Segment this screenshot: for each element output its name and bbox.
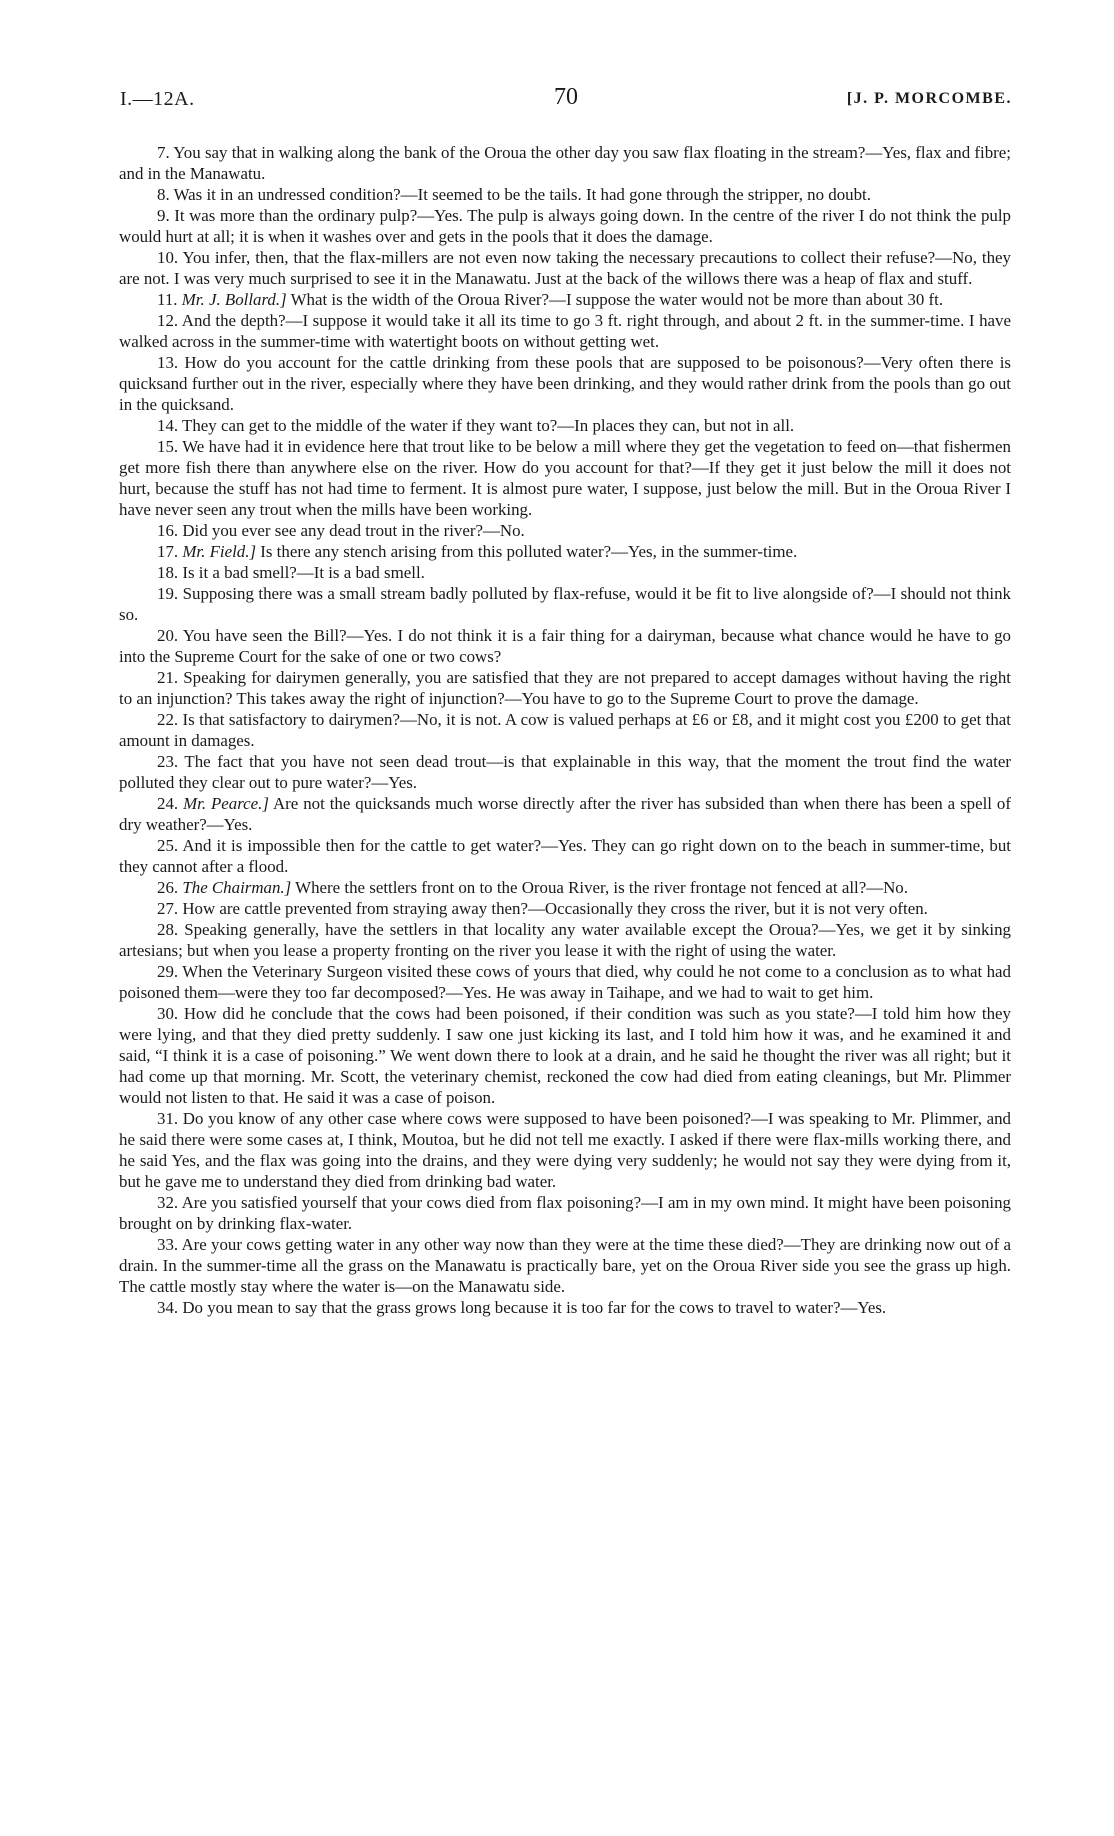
question-number: 28. bbox=[157, 920, 179, 939]
question-paragraph bbox=[119, 898, 1011, 919]
question-answer-text: And the depth?—I suppose it would take it all its time to go 3 ft. right through, and about 2 ft. in the summer-time. I have walked across in the summer-time with watertight boots on without getting wet. bbox=[119, 311, 1011, 351]
question-answer-text: How do you account for the cattle drinking from these pools that are supposed to be poisonous?—Very often there is quicksand further out in the river, especially where they have been drinking, and they would rather drink from the pools than go out in the quicksand. bbox=[119, 353, 1011, 414]
question-number: 12. bbox=[157, 311, 179, 330]
question-number: 30. bbox=[157, 1004, 179, 1023]
question-number: 33. bbox=[157, 1235, 179, 1254]
question-number: 20. bbox=[157, 626, 179, 645]
page-number: 70 bbox=[554, 84, 578, 110]
question-answer-text: Where the settlers front on to the Oroua River, is the river frontage not fenced at all?—No. bbox=[295, 878, 908, 897]
question-number: 22. bbox=[157, 710, 179, 729]
question-paragraph bbox=[119, 1108, 1011, 1192]
question-number: 27. bbox=[157, 899, 179, 918]
question-number: 13. bbox=[157, 353, 179, 372]
question-number: 19. bbox=[157, 584, 179, 603]
question-paragraph bbox=[119, 793, 1011, 835]
question-paragraph bbox=[119, 667, 1011, 709]
question-answer-text: Did you ever see any dead trout in the river?—No. bbox=[182, 521, 525, 540]
speaker-name: Mr. Field.] bbox=[182, 542, 257, 561]
question-number: 17. bbox=[157, 542, 179, 561]
question-answer-text: The fact that you have not seen dead trout—is that explainable in this way, that the moment the trout find the water polluted they clear out to pure water?—Yes. bbox=[119, 752, 1011, 792]
question-paragraph bbox=[119, 1234, 1011, 1297]
page-header bbox=[120, 84, 1012, 118]
question-answer-text: Are you satisfied yourself that your cows died from flax poisoning?—I am in my own mind. It might have been poisoning brought on by drinking flax-water. bbox=[119, 1193, 1011, 1233]
question-paragraph bbox=[119, 583, 1011, 625]
question-number: 31. bbox=[157, 1109, 179, 1128]
question-answer-text: They can get to the middle of the water if they want to?—In places they can, but not in all. bbox=[182, 416, 795, 435]
speaker-name: Mr. Pearce.] bbox=[183, 794, 269, 813]
question-answer-text: Speaking generally, have the settlers in that locality any water available except the Oroua?—Yes, we get it by sinking artesians; but when you lease a property fronting on the river you lease it with the right of using the water. bbox=[119, 920, 1011, 960]
question-number: 34. bbox=[157, 1298, 179, 1317]
question-paragraph bbox=[119, 415, 1011, 436]
question-number: 24. bbox=[157, 794, 179, 813]
question-answer-text: Was it in an undressed condition?—It seemed to be the tails. It had gone through the stripper, no doubt. bbox=[173, 185, 871, 204]
question-number: 15. bbox=[157, 437, 179, 456]
question-paragraph bbox=[119, 562, 1011, 583]
question-paragraph bbox=[119, 1192, 1011, 1234]
question-answer-text: Do you know of any other case where cows were supposed to have been poisoned?—I was speaking to Mr. Plimmer, and he said there were some cases at, I think, Moutoa, but he did not tell me exactly. I asked if there were flax-mills working there, and he said Yes, and the flax was going into the drains, and they were dying very suddenly; he would not say they were dying from it, but he gave me to understand they died from drinking bad water. bbox=[119, 1109, 1011, 1191]
question-answer-text: Are your cows getting water in any other way now than they were at the time these died?—They are drinking now out of a drain. In the summer-time all the grass on the Manawatu is practically bare, yet on the Oroua River side you see the grass up high. The cattle mostly stay where the water is—on the Manawatu side. bbox=[119, 1235, 1011, 1296]
question-number: 18. bbox=[157, 563, 179, 582]
question-answer-text: What is the width of the Oroua River?—I suppose the water would not be more than about 30 ft. bbox=[290, 290, 944, 309]
question-answer-text: And it is impossible then for the cattle to get water?—Yes. They can go right down on to the beach in summer-time, but they cannot after a flood. bbox=[119, 836, 1011, 876]
question-answer-text: When the Veterinary Surgeon visited these cows of yours that died, why could he not come to a conclusion as to what had poisoned them—were they too far decomposed?—Yes. He was away in Taihape, and we had to wait to get him. bbox=[119, 962, 1011, 1002]
question-paragraph bbox=[119, 247, 1011, 289]
question-answer-text: Are not the quicksands much worse directly after the river has subsided than when there has been a spell of dry weather?—Yes. bbox=[119, 794, 1011, 834]
question-number: 23. bbox=[157, 752, 179, 771]
question-paragraph bbox=[119, 352, 1011, 415]
question-answer-text: Is there any stench arising from this polluted water?—Yes, in the summer-time. bbox=[260, 542, 798, 561]
question-paragraph bbox=[119, 436, 1011, 520]
question-paragraph bbox=[119, 919, 1011, 961]
paper-reference: I.—12A. bbox=[120, 88, 195, 110]
question-paragraph bbox=[119, 520, 1011, 541]
question-number: 21. bbox=[157, 668, 179, 687]
speaker-name: Mr. J. Bollard.] bbox=[181, 290, 287, 309]
question-number: 10. bbox=[157, 248, 179, 267]
question-paragraph bbox=[119, 1297, 1011, 1318]
question-number: 8. bbox=[157, 185, 170, 204]
question-paragraph bbox=[119, 142, 1011, 184]
witness-name: [J. P. MORCOMBE. bbox=[846, 90, 1012, 107]
question-answer-text: We have had it in evidence here that trout like to be below a mill where they get the vegetation to feed on—that fishermen get more fish there than anywhere else on the river. How do you account for that?—If they get it just below the mill it does not hurt, because the stuff has not had time to ferment. It is almost pure water, I suppose, just below the mill. But in the Oroua River I have never seen any trout when the mills have been working. bbox=[119, 437, 1011, 519]
question-paragraph bbox=[119, 961, 1011, 1003]
question-answer-text: How did he conclude that the cows had been poisoned, if their condition was such as you state?—I told him how they were lying, and that they died pretty suddenly. I saw one just kicking its last, and I told him how it was, and he examined it and said, “I think it is a case of poisoning.” We went down there to look at a drain, and he said he thought the river was all right; but it had come up that morning. Mr. Scott, the veterinary chemist, reckoned the cow had died from eating cleanings, but Mr. Plimmer would not listen to that. He said it was a case of poison. bbox=[119, 1004, 1011, 1107]
question-paragraph bbox=[119, 184, 1011, 205]
question-paragraph bbox=[119, 709, 1011, 751]
question-answer-text: Is it a bad smell?—It is a bad smell. bbox=[182, 563, 425, 582]
speaker-name: The Chairman.] bbox=[182, 878, 292, 897]
question-number: 14. bbox=[157, 416, 179, 435]
question-number: 11. bbox=[157, 290, 178, 309]
question-paragraph bbox=[119, 310, 1011, 352]
question-answer-text: Is that satisfactory to dairymen?—No, it is not. A cow is valued perhaps at £6 or £8, and it might cost you £200 to get that amount in damages. bbox=[119, 710, 1011, 750]
question-answer-text: You say that in walking along the bank of the Oroua the other day you saw flax floating in the stream?—Yes, flax and fibre; and in the Manawatu. bbox=[119, 143, 1011, 183]
question-paragraph bbox=[119, 1003, 1011, 1108]
question-number: 25. bbox=[157, 836, 179, 855]
question-number: 32. bbox=[157, 1193, 179, 1212]
question-answer-text: It was more than the ordinary pulp?—Yes. The pulp is always going down. In the centre of the river I do not think the pulp would hurt at all; it is when it washes over and gets in the pools that it does the damage. bbox=[119, 206, 1011, 246]
question-paragraph bbox=[119, 835, 1011, 877]
evidence-text bbox=[119, 142, 1011, 1318]
question-number: 29. bbox=[157, 962, 179, 981]
question-paragraph bbox=[119, 751, 1011, 793]
question-number: 16. bbox=[157, 521, 179, 540]
question-paragraph bbox=[119, 877, 1011, 898]
question-answer-text: Supposing there was a small stream badly polluted by flax-refuse, would it be fit to live alongside of?—I should not think so. bbox=[119, 584, 1011, 624]
question-answer-text: How are cattle prevented from straying away then?—Occasionally they cross the river, but it is not very often. bbox=[182, 899, 928, 918]
question-number: 7. bbox=[157, 143, 170, 162]
question-answer-text: Do you mean to say that the grass grows long because it is too far for the cows to travel to water?—Yes. bbox=[182, 1298, 887, 1317]
question-number: 9. bbox=[157, 206, 170, 225]
question-paragraph bbox=[119, 541, 1011, 562]
question-answer-text: You have seen the Bill?—Yes. I do not think it is a fair thing for a dairyman, because what chance would he have to go into the Supreme Court for the sake of one or two cows? bbox=[119, 626, 1011, 666]
question-answer-text: Speaking for dairymen generally, you are satisfied that they are not prepared to accept damages without having the right to an injunction? This takes away the right of injunction?—You have to go to the Supreme Court to prove the damage. bbox=[119, 668, 1011, 708]
question-answer-text: You infer, then, that the flax-millers are not even now taking the necessary precautions to collect their refuse?—No, they are not. I was very much surprised to see it in the Manawatu. Just at the back of the willows there was a heap of flax and stuff. bbox=[119, 248, 1011, 288]
question-paragraph bbox=[119, 289, 1011, 310]
question-paragraph bbox=[119, 625, 1011, 667]
question-paragraph bbox=[119, 205, 1011, 247]
question-number: 26. bbox=[157, 878, 179, 897]
